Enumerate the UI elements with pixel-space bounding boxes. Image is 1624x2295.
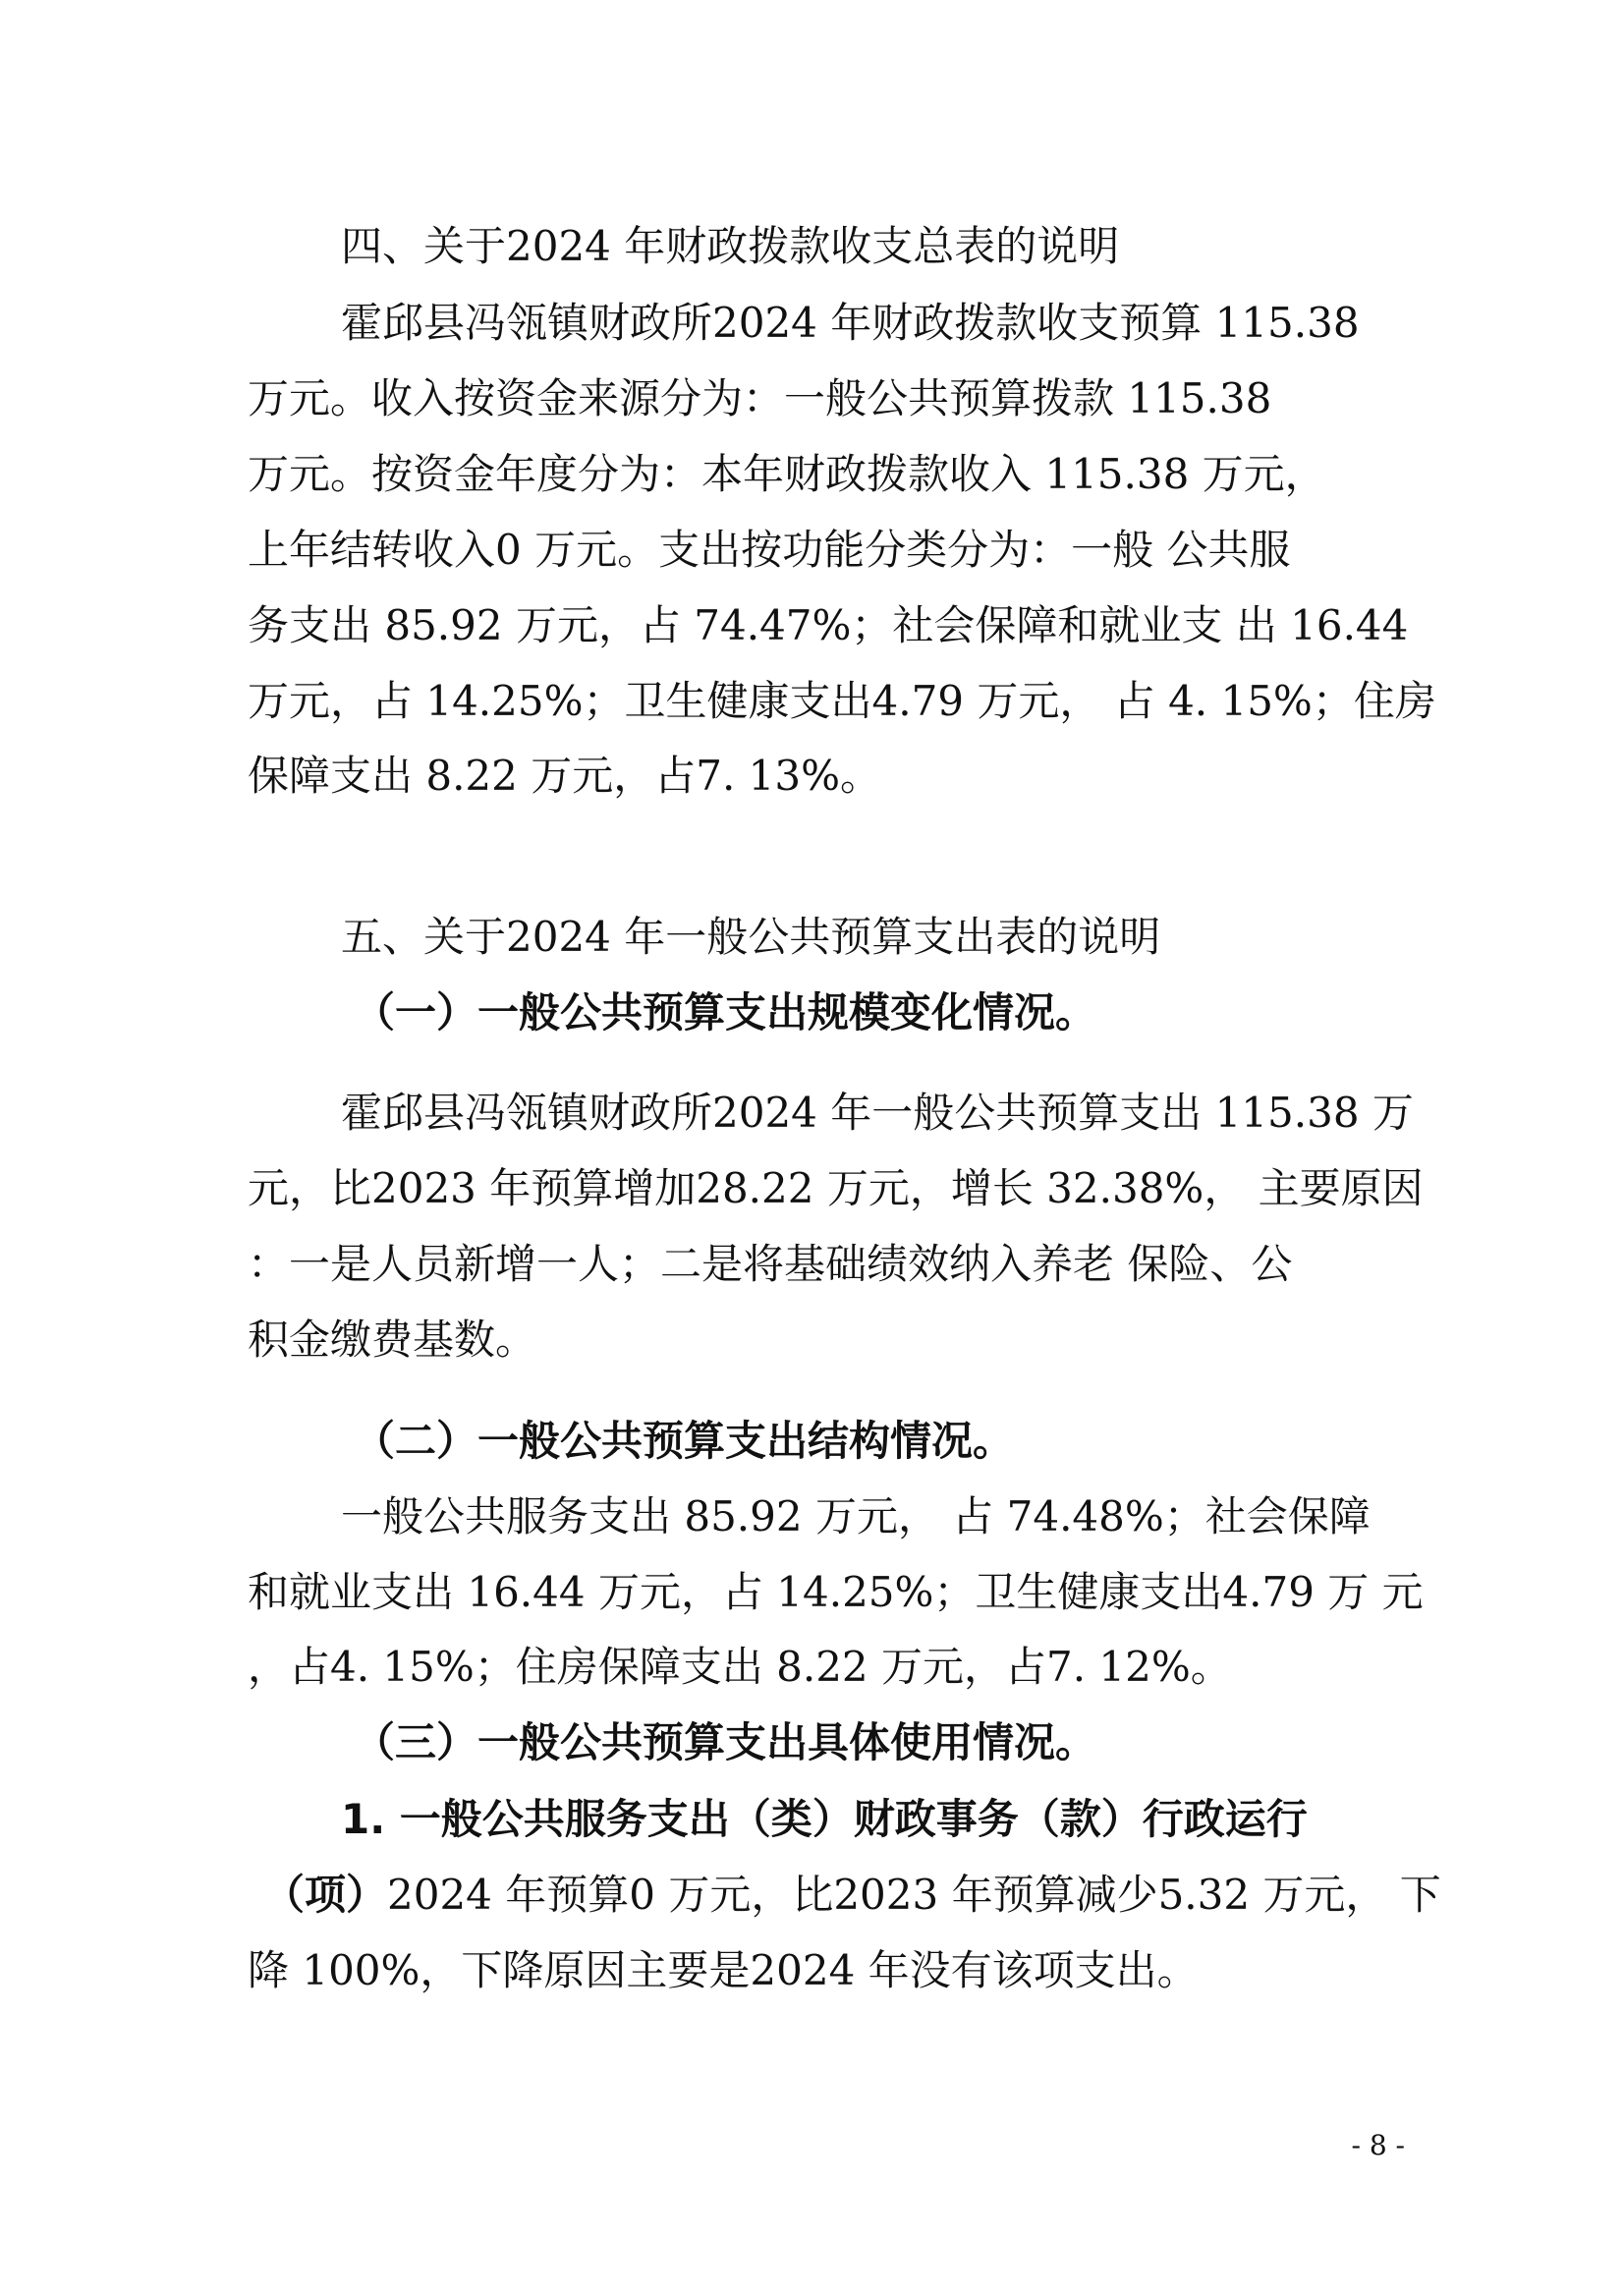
subsection-1-line-4: 积金缴费基数。 [248,1315,537,1364]
page-number: - 8 - [1351,2129,1405,2161]
subsection-1-line-1: 霍邱县冯瓴镇财政所2024 年一般公共预算支出 115.38 万 [341,1089,1414,1137]
subsection-3-heading: （三）一般公共预算支出具体使用情况。 [354,1718,1097,1766]
section-4-line-1: 霍邱县冯瓴镇财政所2024 年财政拨款收支预算 115.38 [341,299,1360,347]
subsection-1-line-3: ：一是人员新增一人；二是将基础绩效纳入养老 保险、公 [248,1240,1293,1288]
section-4-line-6: 万元，占 14.25%；卫生健康支出4.79 万元， 占 4. 15%；住房 [248,677,1436,725]
subsection-1-line-2: 元，比2023 年预算增加28.22 万元，增长 32.38%， 主要原因 [248,1164,1424,1212]
subsection-1-heading: （一）一般公共预算支出规模变化情况。 [354,988,1097,1036]
section-4-heading: 四、关于2024 年财政拨款收支总表的说明 [341,222,1120,270]
item-1-heading: 1. 一般公共服务支出（类）财政事务（款）行政运行 [341,1795,1308,1843]
section-4-line-3: 万元。按资金年度分为：本年财政拨款收入 115.38 万元， [248,450,1326,498]
subsection-2-line-2: 和就业支出 16.44 万元，占 14.25%；卫生健康支出4.79 万 元 [248,1568,1424,1616]
section-4-line-2: 万元。收入按资金来源分为：一般公共预算拨款 115.38 [248,374,1272,422]
item-1-category-label: （项） [263,1871,388,1919]
item-1-line-2 [263,1869,1441,1922]
subsection-2-line-3: ，占4. 15%；住房保障支出 8.22 万元，占7. 12%。 [248,1643,1232,1691]
section-4-line-4: 上年结转收入0 万元。支出按功能分类分为：一般 公共服 [248,526,1291,574]
section-4-line-5: 务支出 85.92 万元，占 74.47%；社会保障和就业支 出 16.44 [248,601,1409,649]
subsection-2-line-1: 一般公共服务支出 85.92 万元， 占 74.48%；社会保障 [341,1492,1371,1540]
item-1-line-3: 降 100%，下降原因主要是2024 年没有该项支出。 [248,1946,1199,1994]
item-1-line-2-text: 2024 年预算0 万元，比2023 年预算减少5.32 万元， 下 [387,1871,1441,1919]
section-4-line-7: 保障支出 8.22 万元，占7. 13%。 [248,752,881,800]
section-5-heading: 五、关于2024 年一般公共预算支出表的说明 [341,913,1161,961]
subsection-2-heading: （二）一般公共预算支出结构情况。 [354,1417,1015,1465]
